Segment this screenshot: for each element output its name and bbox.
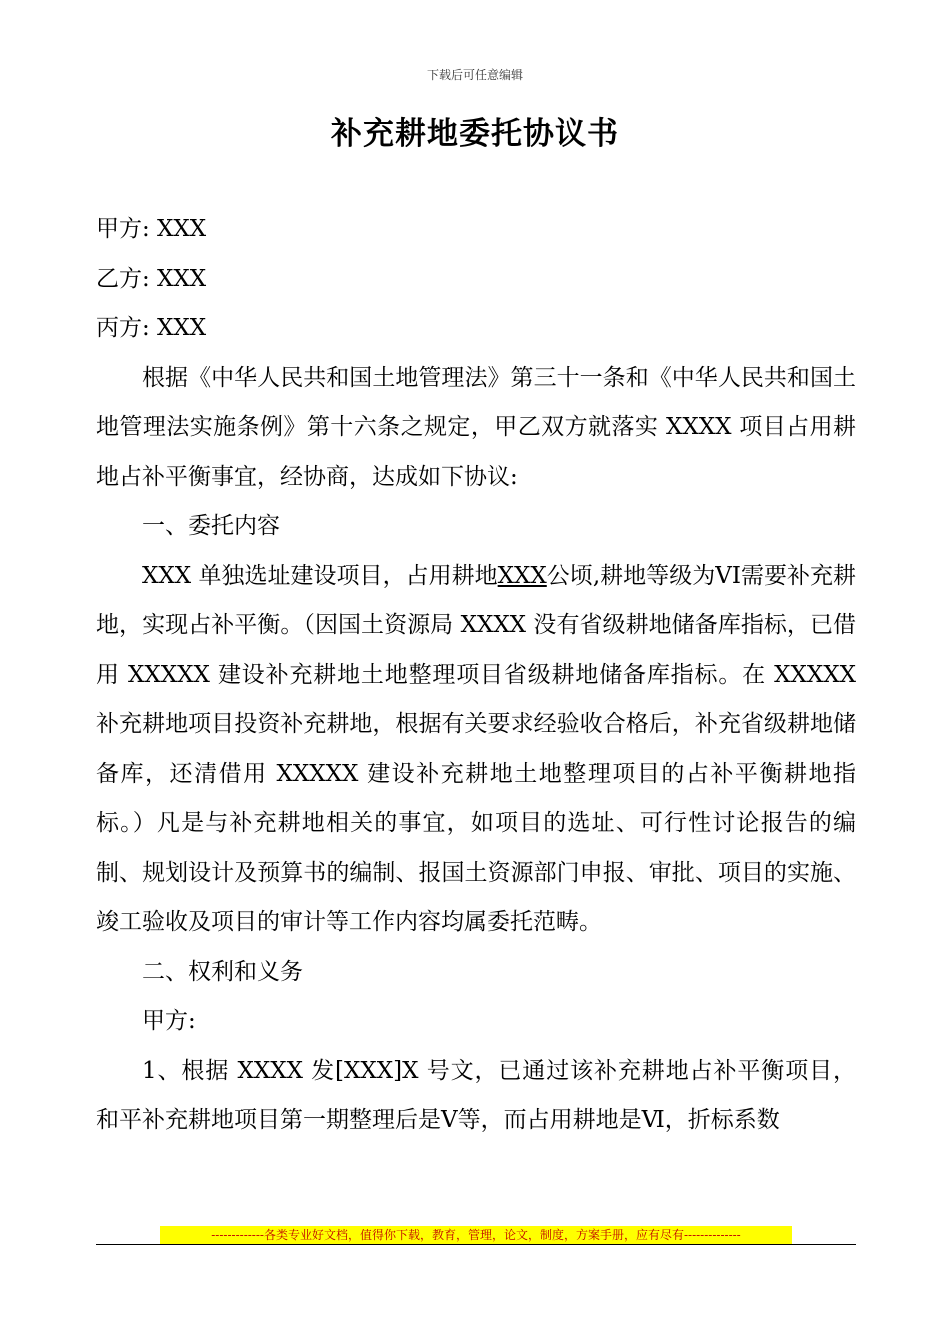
- footer-banner: -------------各类专业好文档，值得你下载，教育，管理，论文，制度，方案手册，应有尽有--------------: [160, 1226, 792, 1244]
- section-1-text-rest: 公顷,耕地等级为VI需要补充耕地，实现占补平衡。（因国土资源局 XXXX 没有省级耕地储备库指标，已借用 XXXXX 建设补充耕地土地整理项目省级耕地储备库指标。在 XXXXX 补充耕地项目投资补充耕地，根据有关要求经验收合格后，补充省级耕地储备库，还清借用 XXXXX 建设补充耕地土地整理项目的占补平衡耕地指标。）凡是与补充耕地相关的事宜，如项目的选址、可行性讨论报告的编制、规划设计及预算书的编制、报国土资源部门申报、审批、项目的实施、竣工验收及项目的审计等工作内容均属委托范畴。: [96, 562, 856, 935]
- underlined-area-value: XXX: [497, 562, 547, 589]
- footer-divider: [96, 1244, 856, 1245]
- document-body: [96, 205, 856, 1146]
- intro-paragraph: 根据《中华人民共和国土地管理法》第三十一条和《中华人民共和国土地管理法实施条例》第十六条之规定，甲乙双方就落实 XXXX 项目占用耕地占补平衡事宜，经协商，达成如下协议:: [96, 364, 856, 490]
- section-1-heading: 一、委托内容: [142, 513, 280, 539]
- section-2-heading: 二、权利和义务: [142, 958, 303, 985]
- item-1-paragraph: 1、根据 XXXX 发[XXX]X 号文，已通过该补充耕地占补平衡项目，和平补充耕地项目第一期整理后是Ⅴ等，而占用耕地是Ⅵ，折标系数: [96, 1057, 856, 1133]
- document-title: 补充耕地委托协议书: [331, 116, 619, 152]
- header-note: 下载后可任意编辑: [426, 68, 523, 82]
- party-a-line: 甲方: XXX: [96, 216, 207, 242]
- section-1-paragraph: [96, 552, 856, 948]
- party-c-line: 丙方: XXX: [96, 315, 207, 341]
- party-a-label: 甲方:: [142, 1008, 196, 1034]
- section-1-text-start: XXX 单独选址建设项目，占用耕地: [142, 562, 498, 589]
- party-b-line: 乙方: XXX: [96, 265, 207, 292]
